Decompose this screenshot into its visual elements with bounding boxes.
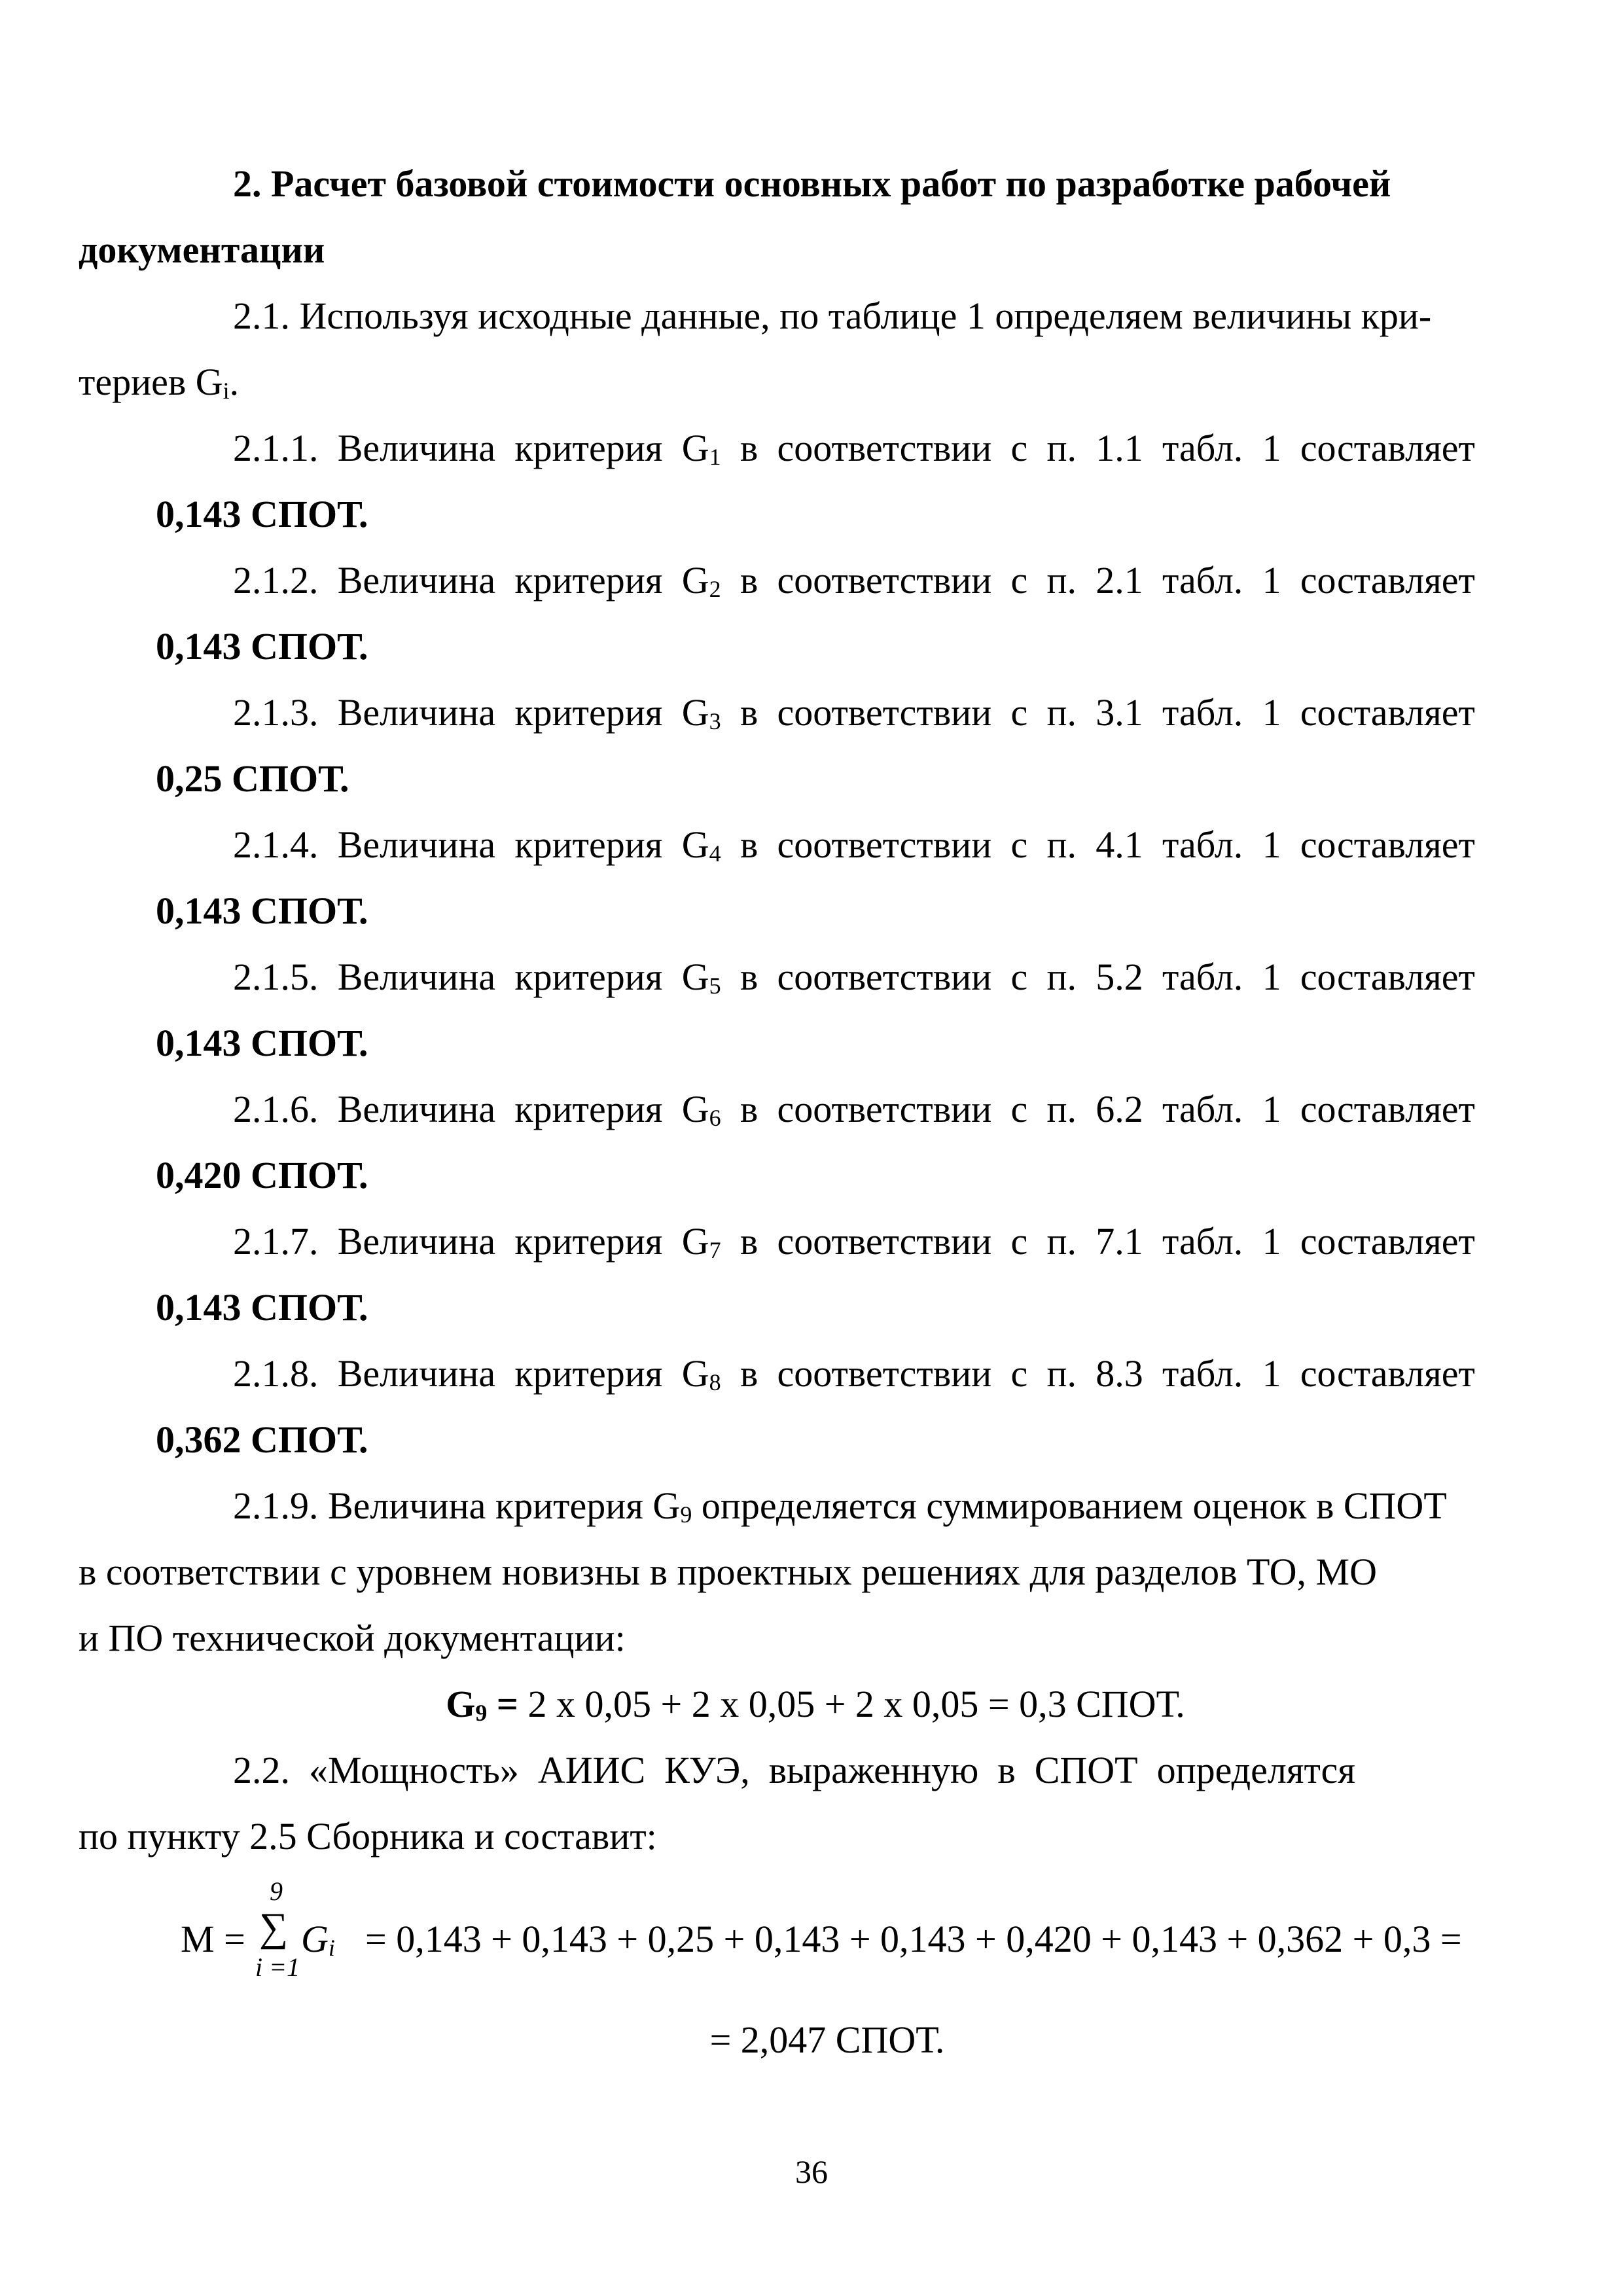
g9-formula: $G_9 = 2$ х 0,05 + 2 х 0,05 + 2 х 0,05 = 0,3 СПОТ.	[446, 1683, 1185, 1726]
criterion-word: с	[1010, 823, 1028, 866]
criterion-result: 0,143 СПОТ.	[156, 1286, 368, 1329]
criterion-word: п.	[1046, 427, 1077, 469]
criterion-symbol: $G_6$	[681, 1088, 721, 1131]
criterion-symbol: $G_2$	[681, 559, 721, 602]
criterion-line	[156, 944, 1475, 1010]
criterion-word: табл.	[1162, 691, 1243, 734]
sigma-notation	[254, 1874, 300, 2005]
criterion-word: в	[740, 823, 758, 866]
criterion-word: соответствии	[777, 1088, 992, 1130]
criterion-word: критерия	[514, 1088, 663, 1130]
criterion-word: соответствии	[777, 559, 992, 601]
criterion-word: 1	[1262, 1352, 1281, 1395]
criterion-word: п.	[1046, 956, 1077, 998]
criterion-word: 6.2	[1096, 1088, 1143, 1130]
power-paragraph	[79, 1737, 1475, 1869]
criterion-word: 3.1	[1096, 691, 1143, 734]
criterion-word: составляет	[1300, 956, 1475, 998]
criterion-word: Величина	[337, 956, 496, 998]
criterion-result: 0,362 СПОТ.	[156, 1418, 368, 1461]
section-heading	[79, 151, 1475, 283]
criterion-word: в	[740, 559, 758, 601]
m-formula-rhs: = 0,143 + 0,143 + 0,25 + 0,143 + 0,143 + 0,420 + 0,143 + 0,362 + 0,3 =	[365, 1918, 1462, 1960]
m-formula-gi: $G_i$	[301, 1918, 335, 1961]
criterion-word: критерия	[514, 691, 663, 734]
g9-line3: и ПО технической документации:	[79, 1617, 626, 1659]
criterion-word: с	[1010, 956, 1028, 998]
criterion-word: 1	[1262, 559, 1281, 601]
criterion-word: соответствии	[777, 691, 992, 734]
criterion-result: 0,143 СПОТ.	[156, 493, 368, 535]
criteria-list	[156, 415, 1475, 1473]
criterion-word: 2.1.6.	[233, 1088, 319, 1130]
criterion-word: 5.2	[1096, 956, 1143, 998]
criterion-word: с	[1010, 427, 1028, 469]
criterion-word: п.	[1046, 1352, 1077, 1395]
criterion-word: п.	[1046, 1088, 1077, 1130]
criterion-word: соответствии	[777, 427, 992, 469]
criterion-line	[156, 812, 1475, 878]
criterion-word: в	[740, 691, 758, 734]
criterion-word: 2.1.5.	[233, 956, 319, 998]
m-formula	[156, 1874, 1475, 2007]
criterion-result: 0,143 СПОТ.	[156, 625, 368, 668]
criterion-word: Величина	[337, 1352, 496, 1395]
criterion-line	[156, 679, 1475, 745]
g9-line1: 2.1.9. Величина критерия $G_9$ определяется суммированием оценок в СПОТ	[233, 1484, 1447, 1528]
criterion-result: 0,143 СПОТ.	[156, 1022, 368, 1064]
criterion-word: п.	[1046, 1220, 1077, 1263]
criterion-word: составляет	[1300, 559, 1475, 601]
criterion-word: Величина	[337, 823, 496, 866]
criterion-word: табл.	[1162, 956, 1243, 998]
criterion-line	[156, 1076, 1475, 1142]
criterion-result: 0,420 СПОТ.	[156, 1154, 368, 1196]
m-formula-result: = 2,047 СПОТ.	[709, 2018, 945, 2061]
sigma-lower-limit: i =1	[255, 1952, 300, 1982]
criterion-word: с	[1010, 559, 1028, 601]
criterion-line	[156, 1208, 1475, 1274]
criterion-word: 1	[1262, 956, 1281, 998]
criterion-word: составляет	[1300, 823, 1475, 866]
criterion-word: соответствии	[777, 1352, 992, 1395]
section-heading-line2: документации	[79, 228, 325, 271]
criterion-word: составляет	[1300, 1220, 1475, 1263]
criterion-word: критерия	[514, 1352, 663, 1395]
criterion-word: соответствии	[777, 1220, 992, 1263]
criterion-word: соответствии	[777, 956, 992, 998]
criterion-word: в	[740, 1088, 758, 1130]
criterion-word: Величина	[337, 1088, 496, 1130]
criterion-word: в	[740, 956, 758, 998]
criterion-word: критерия	[514, 956, 663, 998]
criterion-word: с	[1010, 1220, 1028, 1263]
criterion-word: табл.	[1162, 1352, 1243, 1395]
criterion-symbol: $G_3$	[681, 691, 721, 734]
criterion-word: 1	[1262, 691, 1281, 734]
criterion-word: 2.1.7.	[233, 1220, 319, 1263]
m-formula-lhs: М =	[181, 1918, 245, 1960]
criterion-word: табл.	[1162, 427, 1243, 469]
criterion-symbol: $G_4$	[681, 823, 721, 867]
criterion-word: п.	[1046, 691, 1077, 734]
criterion-symbol: $G_5$	[681, 956, 721, 999]
criterion-word: 1	[1262, 1088, 1281, 1130]
criterion-word: 2.1.2.	[233, 559, 319, 601]
criterion-word: Величина	[337, 1220, 496, 1263]
criterion-word: 8.3	[1096, 1352, 1143, 1395]
criterion-word: 1	[1262, 427, 1281, 469]
g9-line2: в соответствии с уровнем новизны в проектных решениях для разделов ТО, МО	[79, 1551, 1377, 1593]
criterion-word: Величина	[337, 427, 496, 469]
criterion-word: 1	[1262, 1220, 1281, 1263]
criterion-word: составляет	[1300, 1088, 1475, 1130]
criterion-word: 7.1	[1096, 1220, 1143, 1263]
criterion-symbol: $G_7$	[681, 1220, 721, 1263]
criterion-word: табл.	[1162, 1220, 1243, 1263]
criterion-word: Величина	[337, 559, 496, 601]
criterion-word: составляет	[1300, 427, 1475, 469]
criterion-symbol: $G_8$	[681, 1352, 721, 1395]
criterion-line	[156, 415, 1475, 481]
g9-paragraph	[79, 1473, 1475, 1671]
criterion-result: 0,143 СПОТ.	[156, 889, 368, 932]
intro-line2: териев $G_i$.	[79, 361, 240, 404]
criterion-result: 0,25 СПОТ.	[156, 757, 349, 800]
page-content	[79, 151, 1475, 2073]
criterion-word: 2.1	[1096, 559, 1143, 601]
criterion-line	[156, 547, 1475, 613]
section-heading-line1: 2. Расчет базовой стоимости основных работ по разработке рабочей	[233, 162, 1391, 205]
criterion-word: табл.	[1162, 559, 1243, 601]
criterion-word: 2.1.4.	[233, 823, 319, 866]
criterion-word: в	[740, 427, 758, 469]
sigma-symbol: ∑	[259, 1905, 289, 1950]
criterion-word: 2.1.8.	[233, 1352, 319, 1395]
criterion-word: табл.	[1162, 1088, 1243, 1130]
criterion-word: табл.	[1162, 823, 1243, 866]
criterion-word: 2.1.1.	[233, 427, 319, 469]
criterion-word: с	[1010, 691, 1028, 734]
criterion-word: п.	[1046, 559, 1077, 601]
criterion-word: 4.1	[1096, 823, 1143, 866]
criterion-symbol: $G_1$	[681, 427, 721, 470]
criterion-line	[156, 1340, 1475, 1407]
intro-paragraph	[79, 283, 1475, 415]
criterion-word: составляет	[1300, 1352, 1475, 1395]
criterion-word: Величина	[337, 691, 496, 734]
criterion-word: критерия	[514, 559, 663, 601]
criterion-word: в	[740, 1220, 758, 1263]
sigma-upper-limit: 9	[270, 1876, 283, 1906]
criterion-word: в	[740, 1352, 758, 1395]
criterion-word: критерия	[514, 1220, 663, 1263]
criterion-word: составляет	[1300, 691, 1475, 734]
criterion-word: 1.1	[1096, 427, 1143, 469]
intro-line1: 2.1. Используя исходные данные, по таблице 1 определяем величины кри-	[233, 295, 1432, 337]
page-number: 36	[795, 2153, 828, 2190]
criterion-word: критерия	[514, 427, 663, 469]
criterion-word: 2.1.3.	[233, 691, 319, 734]
criterion-word: 1	[1262, 823, 1281, 866]
criterion-word: п.	[1046, 823, 1077, 866]
criterion-word: с	[1010, 1088, 1028, 1130]
criterion-word: соответствии	[777, 823, 992, 866]
criterion-word: критерия	[514, 823, 663, 866]
criterion-word: с	[1010, 1352, 1028, 1395]
power-line2: по пункту 2.5 Сборника и составит:	[79, 1815, 657, 1857]
power-line1: 2.2. «Мощность» АИИС КУЭ, выраженную в СПОТ определятся	[233, 1749, 1355, 1791]
